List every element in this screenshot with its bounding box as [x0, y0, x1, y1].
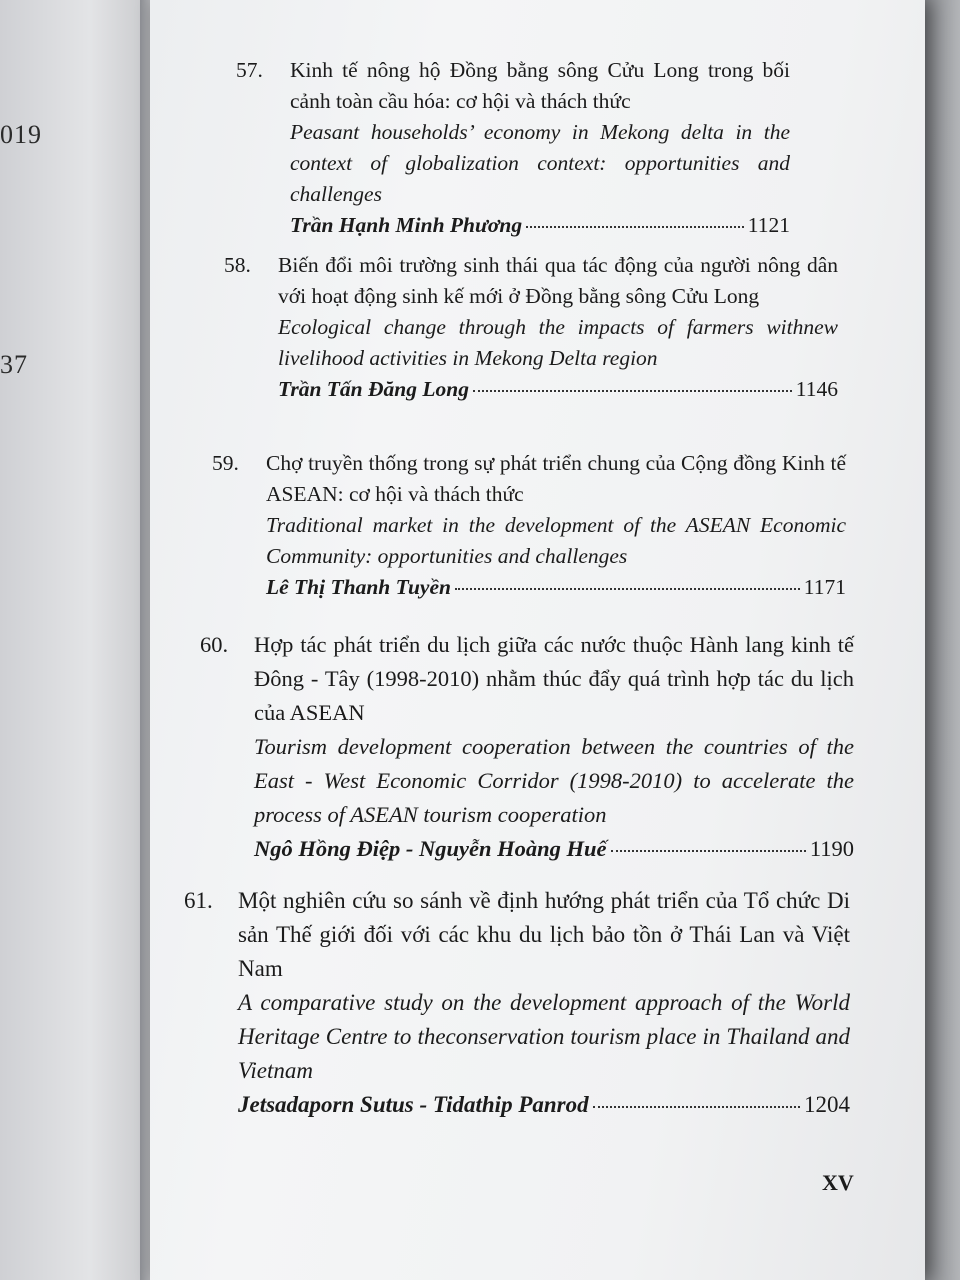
entry-number: 60.: [200, 632, 229, 657]
author-line: [290, 210, 790, 241]
entry-number: 61.: [184, 888, 213, 913]
toc-entry-59[interactable]: [212, 448, 846, 603]
background-surface: [925, 0, 960, 1280]
entry-title-vietnamese: Một nghiên cứu so sánh về định hướng phát triển của Tổ chức Di sản Thế giới đối với các khu du lịch bảo tồn ở Thái Lan và Việt Nam: [238, 888, 850, 981]
entry-title-vietnamese: Kinh tế nông hộ Đồng bằng sông Cửu Long trong bối cảnh toàn cầu hóa: cơ hội và thách thức: [290, 58, 790, 113]
dot-leader: [593, 1106, 800, 1108]
entry-title-vietnamese: Hợp tác phát triển du lịch giữa các nước thuộc Hành lang kinh tế Đông - Tây (1998-2010) nhằm thúc đẩy quá trình hợp tác du lịch của ASEAN: [254, 632, 854, 725]
entry-author: Trần Hạnh Minh Phương: [290, 213, 523, 237]
entry-author: Lê Thị Thanh Tuyền: [266, 575, 451, 599]
entry-page-number: 1121: [747, 213, 790, 237]
dot-leader: [611, 850, 806, 852]
dot-leader: [455, 588, 800, 590]
left-page: [0, 0, 150, 1280]
left-page-fragment-bottom: 37: [0, 350, 28, 379]
dot-leader: [473, 390, 792, 392]
entry-author: Jetsadaporn Sutus - Tidathip Panrod: [238, 1092, 589, 1117]
entry-page-number: 1171: [803, 575, 846, 599]
entry-author: Trần Tấn Đăng Long: [278, 377, 469, 401]
author-line: [238, 1088, 850, 1122]
toc-entry-57[interactable]: [236, 55, 790, 241]
left-page-fragment-top: 019: [0, 120, 42, 149]
entry-title-english: Ecological change through the impacts of farmers withnew livelihood activities in Mekong Delta region: [278, 315, 838, 370]
entry-title-english: Tourism development cooperation between the countries of the East - West Economic Corridor (1998-2010) to accelerate the process of ASEAN tourism cooperation: [254, 734, 854, 827]
toc-entry-58[interactable]: [224, 250, 838, 405]
entry-title-vietnamese: Biến đổi môi trường sinh thái qua tác động của người nông dân với hoạt động sinh kế mới ở Đồng bằng sông Cửu Long: [278, 253, 838, 308]
dot-leader: [526, 226, 744, 228]
entry-title-english: A comparative study on the development approach of the World Heritage Centre to theconservation tourism place in Thailand and Vietnam: [238, 990, 850, 1083]
entry-number: 57.: [236, 58, 263, 82]
entry-number: 59.: [212, 451, 239, 475]
entry-page-number: 1204: [804, 1092, 850, 1117]
author-line: [266, 572, 846, 603]
entry-title-english: Traditional market in the development of the ASEAN Economic Community: opportunities and challenges: [266, 513, 846, 568]
toc-entry-60[interactable]: [200, 628, 854, 866]
entry-title-english: Peasant households’ economy in Mekong delta in the context of globalization context: opportunities and challenges: [290, 120, 790, 206]
entry-title-vietnamese: Chợ truyền thống trong sự phát triển chung của Cộng đồng Kinh tế ASEAN: cơ hội và thách thức: [266, 451, 846, 506]
entry-author: Ngô Hồng Điệp - Nguyễn Hoàng Huế: [254, 836, 607, 861]
author-line: [254, 832, 854, 866]
entry-page-number: 1146: [795, 377, 838, 401]
toc-entry-61[interactable]: [184, 884, 850, 1122]
entry-page-number: 1190: [809, 836, 854, 861]
author-line: [278, 374, 838, 405]
entry-number: 58.: [224, 253, 251, 277]
page-folio: XV: [822, 1170, 854, 1195]
